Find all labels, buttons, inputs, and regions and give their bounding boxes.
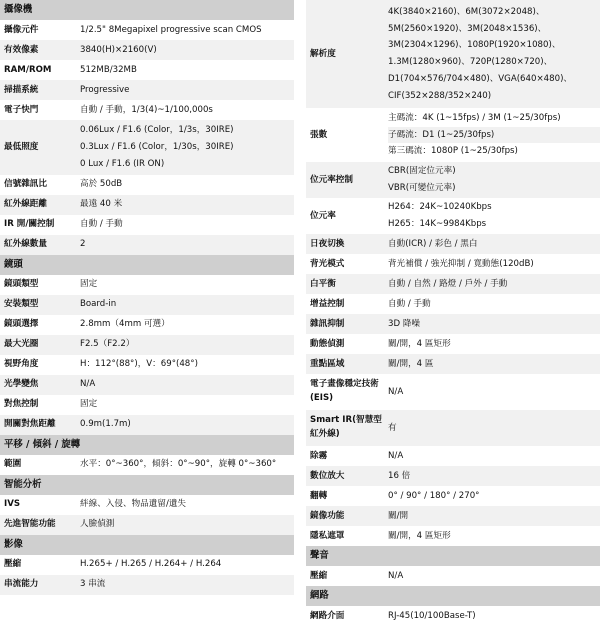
spec-value (78, 62, 294, 79)
spec-row (306, 606, 600, 626)
spec-value-line: 主碼流：4K (1~15fps) / 3M (1~25/30fps) (388, 112, 561, 123)
spec-value-line: 0° / 90° / 180° / 270° (388, 490, 480, 501)
spec-row (306, 506, 600, 526)
spec-row (306, 254, 600, 274)
spec-value-line: 自動 / 手動，1/3(4)~1/100,000s (80, 104, 213, 115)
spec-value (386, 448, 600, 465)
spec-value-line: 最遠 40 米 (80, 199, 123, 210)
spec-label: 背光模式 (310, 258, 345, 269)
spec-row (0, 120, 294, 175)
spec-value (78, 396, 294, 413)
spec-value (78, 216, 294, 233)
spec-row (306, 446, 600, 466)
spec-label: 電子畫像穩定技術(EIS) (310, 379, 379, 403)
spec-label: 紅外線數量 (4, 239, 47, 250)
spec-value (386, 276, 600, 293)
section-header: 聲音 (306, 546, 600, 566)
spec-label: Smart IR(智慧型紅外線) (310, 415, 382, 439)
spec-value-line: 子碼流：D1 (1~25/30fps) (388, 127, 600, 144)
spec-label: 電子快門 (4, 104, 39, 115)
spec-value-line: H：112°(88°)，V：69°(48°) (80, 359, 198, 370)
spec-row (306, 274, 600, 294)
spec-value (78, 22, 294, 39)
spec-row (0, 575, 294, 595)
spec-value-line: 1/2.5" 8Megapixel progressive scan CMOS (80, 24, 262, 35)
spec-value (78, 82, 294, 99)
section-header: 影像 (0, 535, 294, 555)
spec-label: 日夜切換 (310, 238, 345, 249)
spec-label: 串流能力 (4, 579, 39, 590)
spec-row (306, 374, 600, 410)
spec-value-line: 512MB/32MB (80, 64, 137, 75)
spec-label: 先進智能功能 (4, 519, 56, 530)
spec-label: 壓縮 (310, 570, 328, 581)
spec-value-line: H264：24K~10240Kbps (388, 202, 492, 213)
spec-value (386, 608, 600, 625)
spec-label: 除霧 (310, 450, 328, 461)
spec-label: 最大光圈 (4, 339, 39, 350)
spec-label: 雜訊抑制 (310, 318, 345, 329)
spec-label: 視野角度 (4, 359, 39, 370)
spec-row (0, 375, 294, 395)
spec-value-line: N/A (80, 379, 96, 390)
spec-value (386, 256, 600, 273)
spec-value-line: 自動(ICR) / 彩色 / 黑白 (388, 238, 478, 249)
spec-value (386, 468, 600, 485)
spec-value-line: H.265+ / H.265 / H.264+ / H.264 (80, 559, 222, 570)
spec-value-line: 0.06Lux / F1.6 (Color，1/3s，30IRE) (80, 125, 234, 136)
spec-value-line: 3D 降噪 (388, 318, 421, 329)
spec-value (78, 102, 294, 119)
spec-row (306, 294, 600, 314)
spec-value-line: 4K(3840×2160)、6M(3072×2048)、 (388, 6, 545, 17)
spec-value (386, 236, 600, 253)
spec-row (0, 60, 294, 80)
spec-value (386, 356, 600, 373)
section-header: 智能分析 (0, 475, 294, 495)
spec-label: 數位放大 (310, 470, 345, 481)
section-header: 平移 / 傾斜 / 旋轉 (0, 435, 294, 455)
spec-value (386, 384, 600, 401)
spec-label: 位元率 (310, 210, 336, 221)
spec-label: 解析度 (310, 48, 336, 59)
spec-value (386, 296, 600, 313)
spec-value-line: 第三碼流：1080P (1~25/30fps) (388, 146, 518, 157)
spec-value (78, 416, 294, 433)
spec-value-line: 關/開，4 區矩形 (388, 530, 451, 541)
spec-value-line: 自動 / 手動 (80, 219, 123, 230)
spec-label: IR 開/關控制 (4, 219, 55, 230)
spec-value-line: Board-in (80, 299, 117, 310)
spec-label: 光學變焦 (4, 379, 39, 390)
spec-value-line: 關/開，4 區 (388, 358, 434, 369)
spec-value-line: 人臉偵測 (80, 519, 115, 530)
spec-label: 翻轉 (310, 490, 328, 501)
spec-value-line: 關/開，4 區矩形 (388, 338, 451, 349)
spec-row (306, 0, 600, 108)
spec-label: 增益控制 (310, 298, 345, 309)
spec-value-line: N/A (388, 450, 404, 461)
spec-value (386, 4, 600, 105)
spec-value-line: 關/開 (388, 510, 409, 521)
spec-label: RAM/ROM (4, 64, 52, 75)
spec-row (0, 355, 294, 375)
spec-value (386, 199, 600, 233)
spec-value (386, 110, 600, 160)
spec-value-line: 3 串流 (80, 579, 106, 590)
spec-value-line: CIF(352×288/352×240) (388, 90, 492, 101)
spec-value-line: 16 倍 (388, 470, 411, 481)
spec-label: 網路介面 (310, 610, 345, 621)
spec-label: 安裝類型 (4, 299, 39, 310)
section-header: 攝像機 (0, 0, 294, 20)
spec-value-line: 3M(2304×1296)、1080P(1920×1080)、 (388, 40, 561, 51)
spec-label: 隱私遮罩 (310, 530, 345, 541)
spec-value-line: 自動 / 手動 (388, 298, 431, 309)
spec-row (306, 234, 600, 254)
spec-label: 鏡頭類型 (4, 279, 39, 290)
spec-row (0, 275, 294, 295)
spec-value-line: N/A (388, 570, 404, 581)
spec-value-line: 高於 50dB (80, 179, 123, 190)
spec-value-line: 固定 (80, 399, 98, 410)
spec-value (386, 508, 600, 525)
section-header: 網路 (306, 586, 600, 606)
spec-row (0, 495, 294, 515)
spec-row (306, 108, 600, 162)
spec-value-line: F2.5（F2.2） (80, 339, 135, 350)
spec-label: 張數 (310, 129, 328, 140)
spec-value-line: 水平：0°~360°，傾斜：0°~90°，旋轉 0°~360° (80, 459, 277, 470)
spec-label: 動態偵測 (310, 338, 345, 349)
spec-label: 有效像素 (4, 44, 39, 55)
spec-value (78, 196, 294, 213)
spec-label: 位元率控制 (310, 174, 353, 185)
spec-row (0, 80, 294, 100)
spec-row (0, 175, 294, 195)
section-header: 鏡頭 (0, 255, 294, 275)
spec-row (0, 515, 294, 535)
spec-label: 掃描系統 (4, 84, 39, 95)
spec-value (386, 163, 600, 197)
spec-label: IVS (4, 499, 21, 510)
spec-value-line: 2.8mm（4mm 可選） (80, 319, 170, 330)
spec-value-line: 自動 / 自然 / 路燈 / 戶外 / 手動 (388, 278, 508, 289)
spec-row (306, 566, 600, 586)
spec-row (0, 100, 294, 120)
spec-value-line: D1(704×576/704×480)、VGA(640×480)、 (388, 73, 573, 84)
spec-label: 對焦控制 (4, 399, 39, 410)
spec-label: 白平衡 (310, 278, 336, 289)
spec-row (306, 334, 600, 354)
spec-row (0, 395, 294, 415)
spec-value-line: CBR(固定位元率) (388, 166, 456, 177)
spec-value (386, 528, 600, 545)
spec-value (386, 420, 600, 437)
spec-label: 鏡頭選擇 (4, 319, 39, 330)
spec-value (78, 456, 294, 473)
spec-value-line: N/A (388, 386, 404, 397)
spec-row (0, 315, 294, 335)
spec-value (78, 376, 294, 393)
spec-value (78, 316, 294, 333)
spec-value-line: 2 (80, 239, 86, 250)
spec-row (0, 455, 294, 475)
spec-row (0, 195, 294, 215)
spec-row (0, 20, 294, 40)
spec-label: 最低照度 (4, 141, 39, 152)
spec-value (78, 336, 294, 353)
spec-label: 信號雜訊比 (4, 179, 47, 190)
spec-value-line: 1.3M(1280×960)、720P(1280×720)、 (388, 57, 553, 67)
spec-value (386, 488, 600, 505)
spec-value (78, 356, 294, 373)
spec-label: 重點區域 (310, 358, 345, 369)
spec-value (78, 236, 294, 253)
spec-row (0, 555, 294, 575)
spec-value (78, 296, 294, 313)
spec-label: 開關對焦距離 (4, 419, 56, 430)
spec-row (0, 215, 294, 235)
spec-value-line: RJ-45(10/100Base-T) (388, 610, 476, 621)
spec-label: 壓縮 (4, 559, 22, 570)
spec-value-line: 固定 (80, 279, 98, 290)
spec-value-line: 0.9m(1.7m) (80, 419, 131, 430)
spec-value (78, 516, 294, 533)
spec-value (78, 276, 294, 293)
spec-value (78, 42, 294, 59)
spec-value-line: 絆線、入侵、物品遺留/遺失 (80, 499, 187, 510)
spec-row (306, 486, 600, 506)
spec-value-line: 背光補償 / 強光抑制 / 寬動態(120dB) (388, 258, 534, 269)
spec-row (306, 466, 600, 486)
spec-value (78, 176, 294, 193)
spec-value (78, 122, 294, 172)
spec-value (386, 316, 600, 333)
spec-row (306, 314, 600, 334)
spec-row (306, 354, 600, 374)
spec-value-line: VBR(可變位元率) (388, 183, 456, 193)
spec-row (306, 410, 600, 446)
spec-value-line: 0 Lux / F1.6 (IR ON) (80, 158, 165, 169)
spec-label: 紅外線距離 (4, 199, 47, 210)
spec-value (78, 496, 294, 513)
spec-row (306, 198, 600, 234)
spec-label: 攝像元件 (4, 24, 39, 35)
spec-row (0, 295, 294, 315)
spec-row (0, 415, 294, 435)
spec-value-line: H265：14K~9984Kbps (388, 219, 487, 229)
spec-value (386, 336, 600, 353)
spec-value (78, 576, 294, 593)
spec-value-line: Progressive (80, 84, 130, 95)
spec-row (0, 335, 294, 355)
spec-label: 鏡像功能 (310, 510, 345, 521)
spec-row (306, 526, 600, 546)
spec-value-line: 5M(2560×1920)、3M(2048×1536)、 (388, 23, 547, 34)
spec-row (0, 235, 294, 255)
spec-label: 範圍 (4, 459, 22, 470)
spec-row (306, 162, 600, 198)
spec-value-line: 0.3Lux / F1.6 (Color，1/30s，30IRE) (80, 141, 234, 152)
spec-value (78, 556, 294, 573)
spec-value-line: 3840(H)×2160(V) (80, 44, 157, 55)
spec-value-line: 有 (388, 422, 397, 433)
spec-row (0, 40, 294, 60)
spec-value (386, 568, 600, 585)
